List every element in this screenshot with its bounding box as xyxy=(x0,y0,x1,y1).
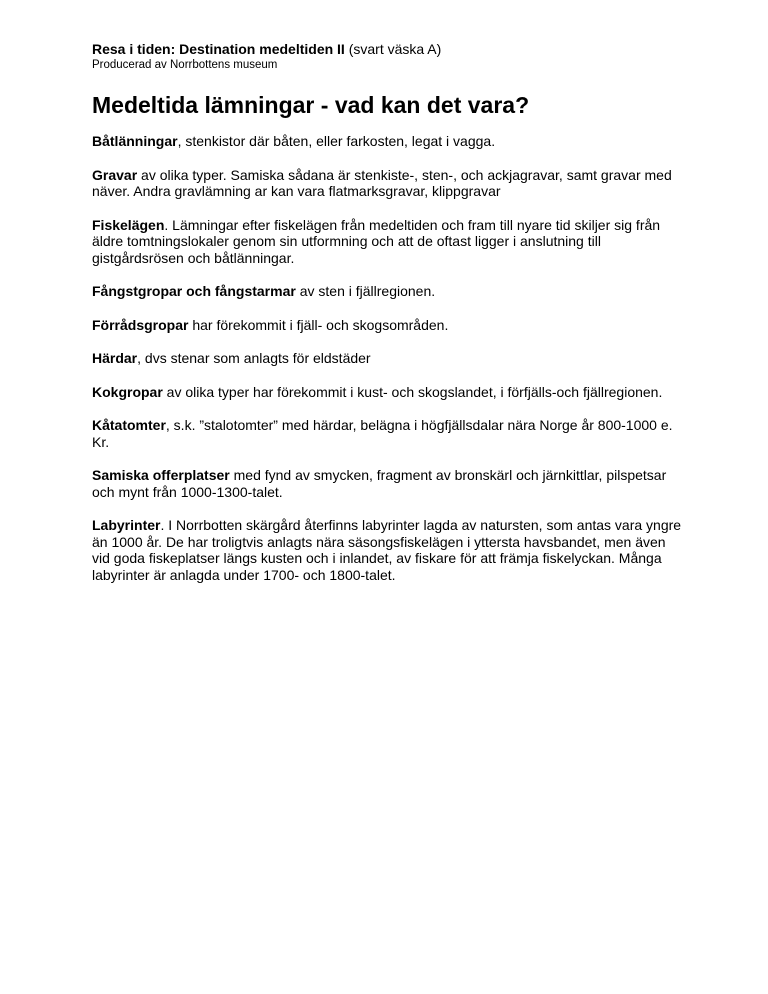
entry-text: har förekommit i fjäll- och skogsområden. xyxy=(188,316,449,333)
entry-term: Gravar xyxy=(92,166,138,183)
page-title: Medeltida lämningar - vad kan det vara? xyxy=(92,92,530,118)
entry-text: av sten i fjällregionen. xyxy=(295,283,436,299)
entry-text: , s.k. ”stalotomter” med härdar, belägna i högfjällsdalar nära Norge år 800-1000 e. Kr. xyxy=(92,417,673,450)
entry-text: . I Norrbotten skärgård återfinns labyrinter lagda av natursten, som antas vara yngre än 1000 år. De har troligtvis anlagts nära säsongsfiskelägen i yttersta havsbandet, men även vid goda fiskeplatser längs kusten och i inlandet, av fiskare för att främja fiskelyckan. Många labyrinter är anlagda under 1700- och 1800-talet. xyxy=(92,517,682,583)
entry-kokgropar xyxy=(92,384,682,401)
entry-katatomter xyxy=(92,417,682,450)
document-header xyxy=(92,40,682,58)
entry-term: Fiskelägen xyxy=(92,216,165,233)
entry-text: . Lämningar efter fiskelägen från medeltiden och fram till nyare tid skiljer sig från äldre tomtningslokaler genom sin utformning och att de oftast ligger i anslutning till gistgårdsrösen och båtlänningar. xyxy=(92,216,661,266)
entry-text: av olika typer har förekommit i kust- och skogslandet, i förfjälls-och fjällregionen. xyxy=(162,383,663,400)
entry-fangstgropar xyxy=(92,283,682,300)
series-title: Resa i tiden: Destination medeltiden II xyxy=(92,41,345,57)
entry-term: Båtlänningar xyxy=(92,133,178,149)
entry-term: Samiska offerplatser xyxy=(92,467,230,483)
entry-text: med fynd av smycken, fragment av bronskärl och järnkittlar, pilspetsar och mynt från 1000-1300-talet. xyxy=(92,467,667,500)
entry-term: Labyrinter xyxy=(92,517,161,533)
entry-hardar xyxy=(92,350,682,367)
document-page xyxy=(92,40,682,600)
entry-list xyxy=(92,133,682,583)
entry-samiska-offerplatser xyxy=(92,467,682,500)
entry-labyrinter xyxy=(92,517,682,583)
series-subtitle: (svart väska A) xyxy=(344,41,442,57)
entry-term: Kokgropar xyxy=(92,383,163,400)
entry-term: Kåtatomter xyxy=(92,417,166,433)
entry-batlanningar xyxy=(92,133,682,150)
producer-line: Producerad av Norrbottens museum xyxy=(92,59,278,71)
entry-text: , stenkistor där båten, eller farkosten, legat i vagga. xyxy=(177,133,496,149)
entry-gravar xyxy=(92,167,682,200)
entry-term: Förrådsgropar xyxy=(92,316,189,333)
entry-term: Fångstgropar och fångstarmar xyxy=(92,283,296,299)
entry-term: Härdar xyxy=(92,350,138,366)
entry-text: av olika typer. Samiska sådana är stenkiste-, sten-, och ackjagravar, samt gravar med näver. Andra gravlämning ar kan vara flatmarksgravar, klippgravar xyxy=(92,166,672,199)
entry-text: , dvs stenar som anlagts för eldstäder xyxy=(137,350,371,366)
entry-forradsgropar xyxy=(92,317,682,334)
entry-fiskelagen xyxy=(92,217,682,267)
